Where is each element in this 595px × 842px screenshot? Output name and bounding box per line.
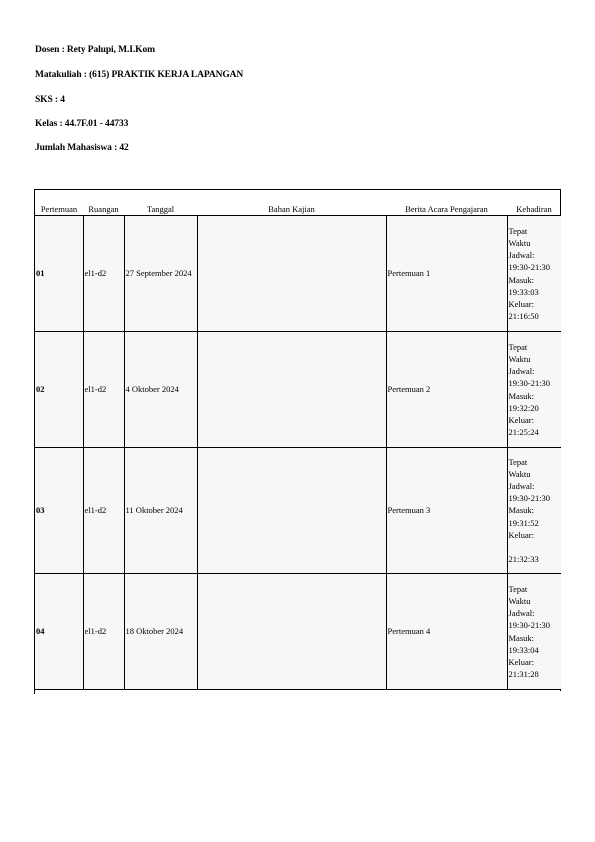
cell-kehadiran <box>507 574 561 690</box>
attendance-line: Masuk: <box>508 274 534 285</box>
table-row <box>35 574 561 690</box>
column-header-tanggal: Tanggal <box>124 203 197 216</box>
attendance-line: Jadwal: <box>508 481 535 491</box>
attendance-line: Waktu <box>508 353 531 364</box>
cell-pertemuan: 04 <box>35 574 83 690</box>
cell-berita-acara: Pertemuan 1 <box>386 216 507 332</box>
attendance-line: Waktu <box>508 468 531 479</box>
attendance-line: Jadwal: <box>508 250 535 261</box>
cell-kehadiran <box>507 448 561 574</box>
attendance-line: Tepat <box>508 583 528 594</box>
attendance-line: Waktu <box>508 237 531 248</box>
meeting-table <box>35 203 561 690</box>
cell-ruangan: el1-d2 <box>83 332 124 448</box>
attendance-line: Waktu <box>508 595 531 606</box>
cell-berita-acara: Pertemuan 3 <box>386 448 507 574</box>
student-count-line: Jumlah Mahasiswa : 42 <box>35 143 129 153</box>
attendance-line: 19:30-21:30 <box>508 262 551 273</box>
attendance-line: 19:32:20 <box>508 402 539 413</box>
credits-line: SKS : 4 <box>35 95 65 105</box>
cell-ruangan: el1-d2 <box>83 448 124 574</box>
cell-tanggal: 27 September 2024 <box>124 216 197 332</box>
attendance-line: 19:31:52 <box>508 517 539 528</box>
attendance-line: 21:32:33 <box>508 554 539 565</box>
meeting-table-frame <box>34 189 561 691</box>
table-header-row <box>35 203 561 216</box>
attendance-line: Keluar: <box>508 656 534 667</box>
attendance-line: Tepat <box>508 341 528 352</box>
attendance-line: Jadwal: <box>508 366 535 377</box>
column-header-kehadiran: Kehadiran <box>507 203 561 216</box>
table-row <box>35 216 561 332</box>
column-header-ruangan: Ruangan <box>83 203 124 216</box>
cell-ruangan: el1-d2 <box>83 574 124 690</box>
attendance-line: 19:30-21:30 <box>508 620 551 631</box>
table-row <box>35 448 561 574</box>
cell-kehadiran <box>507 216 561 332</box>
attendance-line: 19:33:04 <box>508 644 539 655</box>
cell-bahan-kajian <box>197 448 386 574</box>
table-row <box>35 332 561 448</box>
attendance-line: Masuk: <box>508 632 534 643</box>
cell-pertemuan: 02 <box>35 332 83 448</box>
cell-pertemuan: 03 <box>35 448 83 574</box>
attendance-line: Tepat <box>508 225 528 236</box>
table-edge-mark <box>34 691 35 694</box>
column-header-bahan-kajian: Bahan Kajian <box>197 203 386 216</box>
attendance-line: 19:33:03 <box>508 286 539 297</box>
attendance-line: Jadwal: <box>508 608 535 619</box>
course-line: Matakuliah : (615) PRAKTIK KERJA LAPANGAN <box>35 70 244 80</box>
attendance-line: 21:16:50 <box>508 311 539 322</box>
cell-berita-acara: Pertemuan 4 <box>386 574 507 690</box>
cell-bahan-kajian <box>197 332 386 448</box>
cell-tanggal: 18 Oktober 2024 <box>124 574 197 690</box>
cell-bahan-kajian <box>197 216 386 332</box>
attendance-line: 21:25:24 <box>508 427 539 438</box>
column-header-pertemuan: Pertemuan <box>35 203 83 216</box>
attendance-line: Keluar: <box>508 298 534 309</box>
lecturer-line: Dosen : Rety Palupi, M.I.Kom <box>35 45 155 55</box>
cell-ruangan: el1-d2 <box>83 216 124 332</box>
column-header-berita-acara: Berita Acara Pengajaran <box>386 203 507 216</box>
cell-kehadiran <box>507 332 561 448</box>
attendance-line: Masuk: <box>508 390 534 401</box>
cell-tanggal: 11 Oktober 2024 <box>124 448 197 574</box>
attendance-line: Keluar: <box>508 414 534 425</box>
attendance-line: 19:30-21:30 <box>508 378 551 389</box>
attendance-spacer <box>509 541 561 553</box>
attendance-line: Tepat <box>508 456 528 467</box>
attendance-line: Masuk: <box>508 505 534 516</box>
cell-tanggal: 4 Oktober 2024 <box>124 332 197 448</box>
cell-pertemuan: 01 <box>35 216 83 332</box>
cell-bahan-kajian <box>197 574 386 690</box>
cell-berita-acara: Pertemuan 2 <box>386 332 507 448</box>
attendance-line: 19:30-21:30 <box>508 493 551 504</box>
attendance-line: 21:31:28 <box>508 669 539 680</box>
class-line: Kelas : 44.7F.01 - 44733 <box>35 119 129 129</box>
attendance-line: Keluar: <box>508 529 534 540</box>
